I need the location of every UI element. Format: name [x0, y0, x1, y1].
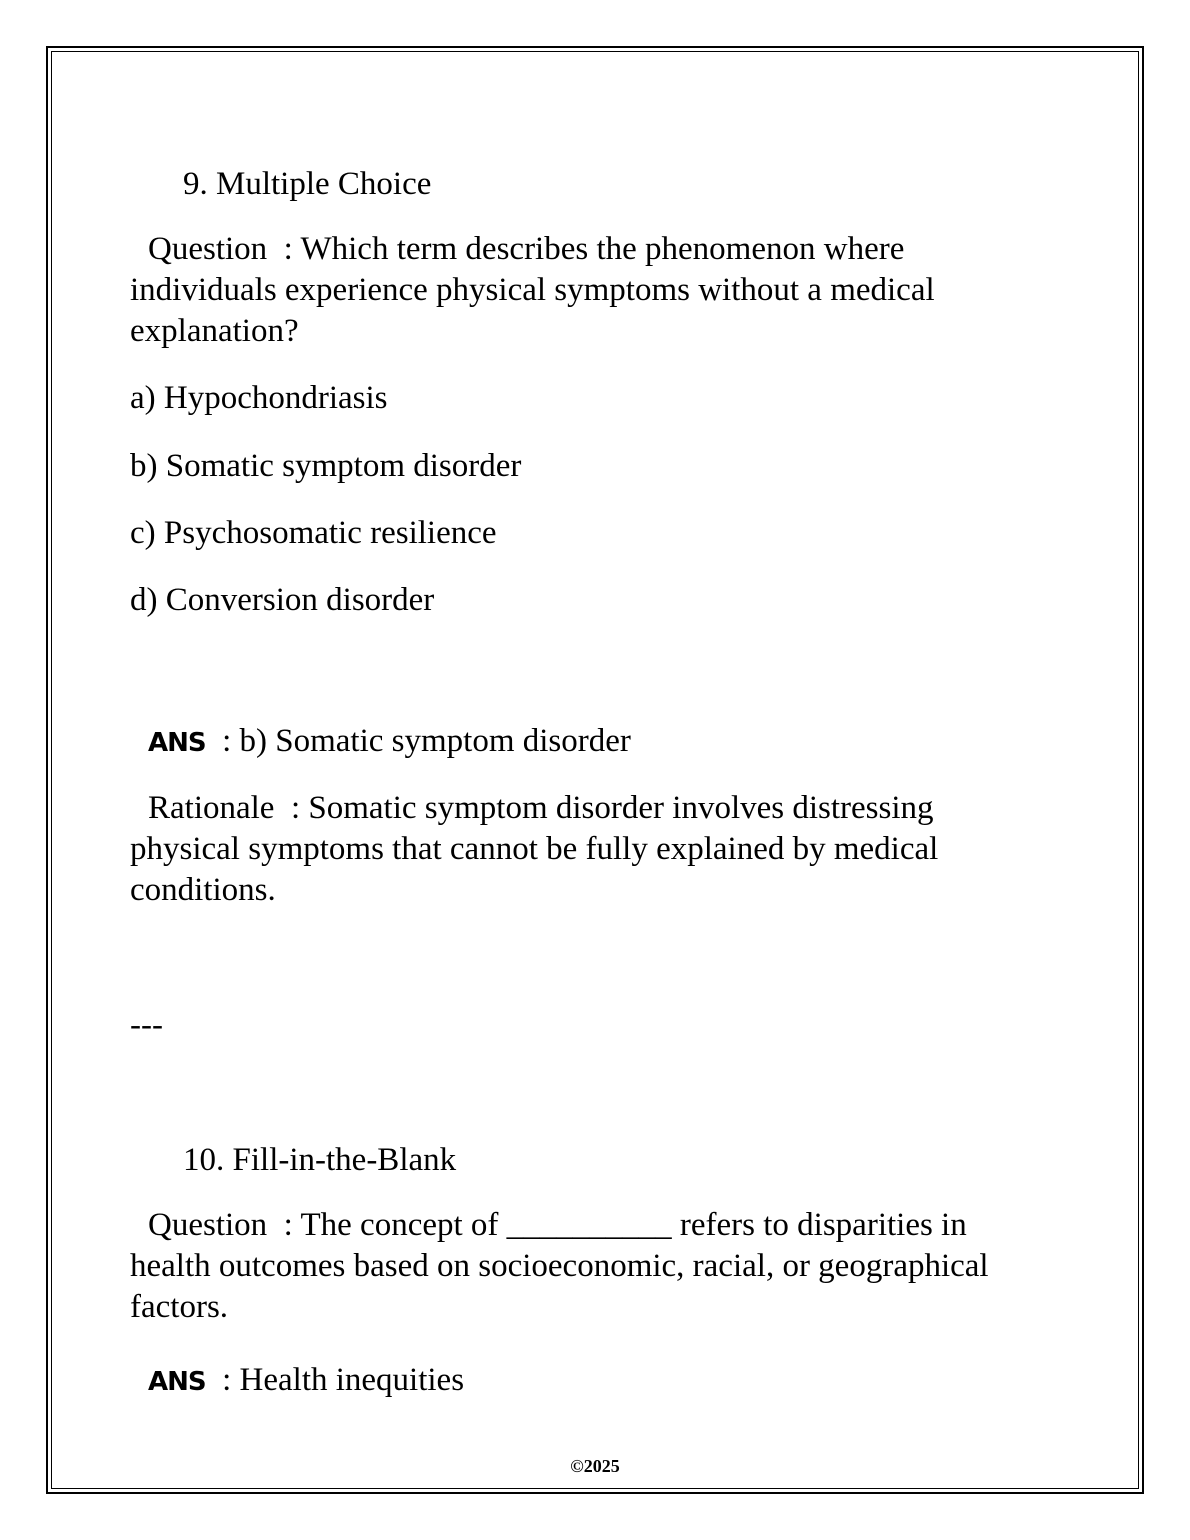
- q10-question-label: Question: [148, 1207, 268, 1243]
- q9-question-label: Question: [148, 231, 268, 267]
- q9-option-b: b) Somatic symptom disorder: [130, 448, 522, 484]
- q9-option-a: a) Hypochondriasis: [130, 380, 388, 416]
- q9-ans-text: : b) Somatic symptom disorder: [222, 723, 631, 759]
- q9-rationale-label: Rationale: [148, 790, 275, 826]
- q9-question-text: : Which term describes the phenomenon where individuals experience physical symptoms without a medical explanation?: [130, 231, 935, 349]
- q10-question: [130, 1205, 1050, 1328]
- separator: ---: [130, 1007, 163, 1043]
- q9-rationale: [130, 788, 1050, 911]
- q10-ans-text: : Health inequities: [222, 1362, 465, 1398]
- copyright-footer: ©2025: [570, 1456, 620, 1476]
- q9-answer: [148, 721, 631, 764]
- q9-ans-label: ANS: [148, 728, 206, 758]
- q9-option-d: d) Conversion disorder: [130, 582, 435, 618]
- q10-question-text: : The concept of __________ refers to disparities in health outcomes based on socioeconomic, racial, or geographical factors.: [130, 1207, 989, 1325]
- q10-heading: 10. Fill-in-the-Blank: [183, 1142, 457, 1178]
- q10-ans-label: ANS: [148, 1367, 206, 1397]
- q9-option-c: c) Psychosomatic resilience: [130, 515, 497, 551]
- q9-rationale-text: : Somatic symptom disorder involves distressing physical symptoms that cannot be fully explained by medical conditions.: [130, 790, 939, 908]
- q9-question: [130, 229, 1050, 352]
- q10-answer: [148, 1360, 464, 1403]
- q9-heading: 9. Multiple Choice: [183, 166, 432, 202]
